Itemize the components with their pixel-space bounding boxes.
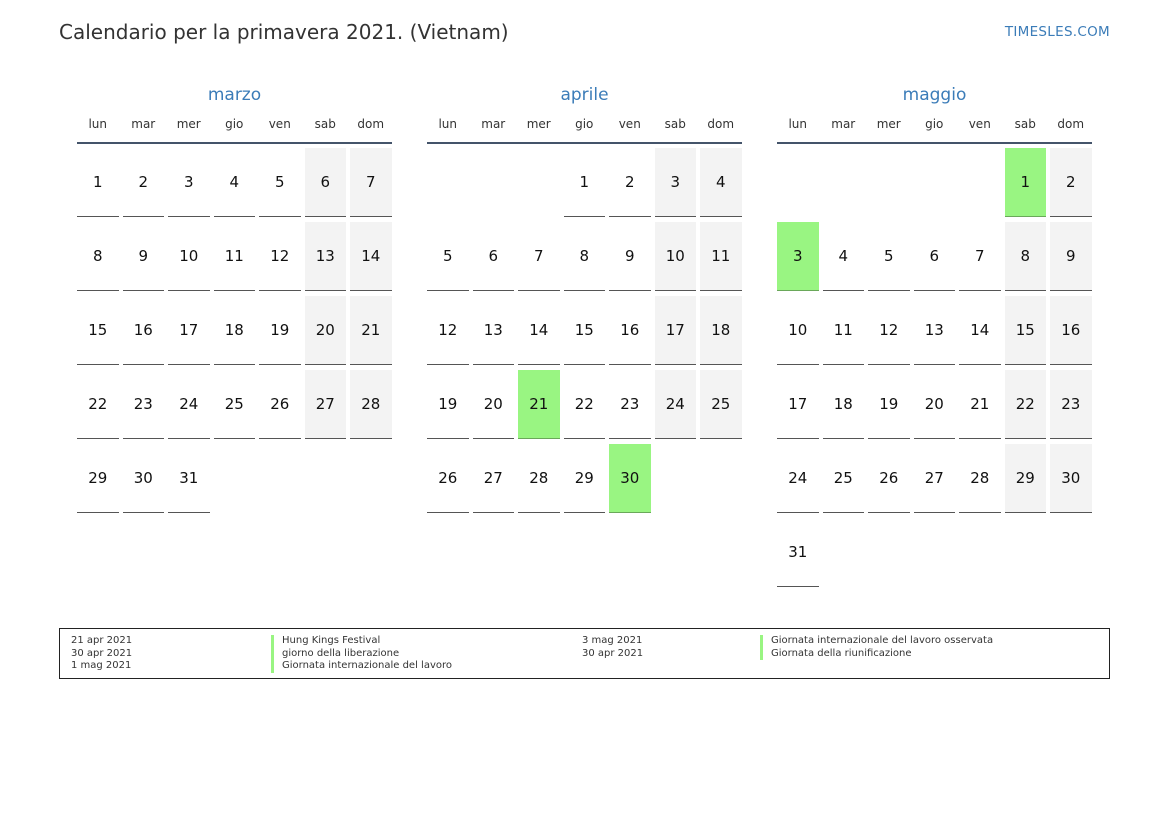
day-cell[interactable]: 21	[959, 370, 1001, 439]
day-cell[interactable]: 10	[777, 296, 819, 365]
day-cell[interactable]: 29	[564, 444, 606, 513]
day-cell[interactable]: 29	[77, 444, 119, 513]
day-cell[interactable]: 15	[564, 296, 606, 365]
day-cell[interactable]: 2	[123, 148, 165, 217]
weekday-label: ven	[968, 117, 991, 131]
day-cell[interactable]: 20	[473, 370, 515, 439]
weekday-label: mer	[176, 117, 201, 131]
month-name: aprile	[560, 85, 609, 105]
empty-cell	[823, 148, 865, 216]
day-cell[interactable]: 4	[700, 148, 742, 217]
weekday-label: mar	[481, 117, 506, 131]
day-cell[interactable]: 17	[777, 370, 819, 439]
legend-dates-right	[582, 635, 643, 660]
weekday-label: gio	[225, 117, 244, 131]
day-cell[interactable]: 22	[1005, 370, 1047, 439]
day-cell[interactable]: 21	[350, 296, 392, 365]
day-cell[interactable]: 7	[518, 222, 560, 291]
weekday-label: dom	[1057, 117, 1085, 131]
day-cell[interactable]: 7	[959, 222, 1001, 291]
day-cell[interactable]: 23	[1050, 370, 1092, 439]
weekday-label: sab	[664, 117, 686, 131]
day-cell[interactable]: 20	[305, 296, 347, 365]
legend-date: 30 apr 2021	[71, 647, 133, 659]
day-cell[interactable]: 5	[868, 222, 910, 291]
day-cell[interactable]: 27	[914, 444, 956, 513]
day-cell[interactable]: 5	[427, 222, 469, 291]
day-grid	[77, 148, 392, 513]
legend-date: 3 mag 2021	[582, 635, 643, 646]
day-cell[interactable]: 19	[259, 296, 301, 365]
holiday-day-cell[interactable]: 3	[777, 222, 819, 291]
empty-cell	[473, 148, 515, 216]
day-cell[interactable]: 16	[1050, 296, 1092, 365]
day-cell[interactable]: 6	[473, 222, 515, 291]
empty-cell	[518, 148, 560, 216]
day-cell[interactable]: 11	[214, 222, 256, 291]
day-cell[interactable]: 23	[609, 370, 651, 439]
day-cell[interactable]: 20	[914, 370, 956, 439]
day-cell[interactable]: 6	[914, 222, 956, 291]
weekday-label: gio	[575, 117, 594, 131]
weekday-header	[777, 116, 1092, 144]
day-cell[interactable]: 1	[564, 148, 606, 217]
day-cell[interactable]: 15	[1005, 296, 1047, 365]
weekday-label: dom	[357, 117, 385, 131]
day-cell[interactable]: 13	[305, 222, 347, 291]
day-cell[interactable]: 12	[259, 222, 301, 291]
empty-cell	[914, 148, 956, 216]
day-cell[interactable]: 26	[427, 444, 469, 513]
day-cell[interactable]: 12	[427, 296, 469, 365]
legend-dates-left	[71, 635, 132, 673]
day-cell[interactable]: 4	[214, 148, 256, 217]
holiday-legend	[59, 628, 1110, 679]
day-cell[interactable]: 27	[305, 370, 347, 439]
day-cell[interactable]: 9	[609, 222, 651, 291]
weekday-label: ven	[618, 117, 641, 131]
day-cell[interactable]: 10	[655, 222, 697, 291]
day-cell[interactable]: 2	[1050, 148, 1092, 217]
legend-holiday-name: giorno della liberazione	[271, 648, 452, 661]
day-cell[interactable]: 24	[655, 370, 697, 439]
legend-holiday-name: Hung Kings Festival	[271, 635, 452, 648]
day-cell[interactable]: 11	[700, 222, 742, 291]
holiday-day-cell[interactable]: 21	[518, 370, 560, 439]
day-cell[interactable]: 18	[214, 296, 256, 365]
day-cell[interactable]: 3	[655, 148, 697, 217]
day-cell[interactable]: 12	[868, 296, 910, 365]
day-cell[interactable]: 30	[1050, 444, 1092, 513]
weekday-label: ven	[268, 117, 291, 131]
weekday-header	[77, 116, 392, 144]
weekday-label: mer	[526, 117, 551, 131]
month-name: marzo	[207, 85, 262, 105]
day-cell[interactable]: 28	[959, 444, 1001, 513]
day-cell[interactable]: 28	[518, 444, 560, 513]
holiday-day-cell[interactable]: 30	[609, 444, 651, 513]
month-march	[77, 84, 392, 513]
month-april	[427, 84, 742, 513]
weekday-label: gio	[925, 117, 944, 131]
legend-holiday-name: Giornata della riunificazione	[760, 648, 993, 661]
day-cell[interactable]: 13	[473, 296, 515, 365]
weekday-label: lun	[788, 117, 808, 131]
day-cell[interactable]: 15	[77, 296, 119, 365]
legend-date: 21 apr 2021	[71, 635, 133, 646]
brand-link[interactable]: TIMESLES.COM	[1004, 24, 1110, 40]
day-cell[interactable]: 16	[123, 296, 165, 365]
legend-holiday-name: Giornata internazionale del lavoro osservata	[760, 635, 993, 648]
weekday-label: lun	[438, 117, 458, 131]
day-cell[interactable]: 25	[700, 370, 742, 439]
legend-names-left	[271, 635, 452, 673]
weekday-label: mer	[876, 117, 901, 131]
page-title: Calendario per la primavera 2021. (Vietnam)	[59, 20, 509, 44]
day-cell[interactable]: 30	[123, 444, 165, 513]
day-cell[interactable]: 13	[914, 296, 956, 365]
day-grid	[427, 148, 742, 513]
day-cell[interactable]: 14	[350, 222, 392, 291]
legend-date: 30 apr 2021	[582, 647, 644, 659]
day-cell[interactable]: 5	[259, 148, 301, 217]
day-cell[interactable]: 19	[427, 370, 469, 439]
day-cell[interactable]: 9	[123, 222, 165, 291]
weekday-header	[427, 116, 742, 144]
day-cell[interactable]: 6	[305, 148, 347, 217]
month-may	[777, 84, 1092, 587]
holiday-day-cell[interactable]: 1	[1005, 148, 1047, 217]
weekday-label: sab	[314, 117, 336, 131]
weekday-label: mar	[131, 117, 156, 131]
day-cell[interactable]: 31	[777, 518, 819, 587]
day-cell[interactable]: 14	[959, 296, 1001, 365]
day-cell[interactable]: 25	[823, 444, 865, 513]
empty-cell	[777, 148, 819, 216]
day-cell[interactable]: 28	[350, 370, 392, 439]
day-cell[interactable]: 31	[168, 444, 210, 513]
day-cell[interactable]: 3	[168, 148, 210, 217]
day-cell[interactable]: 10	[168, 222, 210, 291]
day-cell[interactable]: 8	[77, 222, 119, 291]
day-cell[interactable]: 18	[823, 370, 865, 439]
day-cell[interactable]: 17	[168, 296, 210, 365]
legend-names-right	[760, 635, 993, 660]
day-cell[interactable]: 24	[777, 444, 819, 513]
weekday-label: sab	[1014, 117, 1036, 131]
day-cell[interactable]: 26	[868, 444, 910, 513]
empty-cell	[427, 148, 469, 216]
day-cell[interactable]: 23	[123, 370, 165, 439]
day-cell[interactable]: 8	[1005, 222, 1047, 291]
day-cell[interactable]: 25	[214, 370, 256, 439]
day-cell[interactable]: 22	[564, 370, 606, 439]
day-cell[interactable]: 22	[77, 370, 119, 439]
day-cell[interactable]: 14	[518, 296, 560, 365]
day-cell[interactable]: 24	[168, 370, 210, 439]
day-cell[interactable]: 29	[1005, 444, 1047, 513]
day-cell[interactable]: 11	[823, 296, 865, 365]
day-cell[interactable]: 19	[868, 370, 910, 439]
weekday-label: mar	[831, 117, 856, 131]
month-name: maggio	[902, 85, 967, 105]
day-cell[interactable]: 1	[77, 148, 119, 217]
day-cell[interactable]: 16	[609, 296, 651, 365]
weekday-label: dom	[707, 117, 735, 131]
day-cell[interactable]: 4	[823, 222, 865, 291]
day-cell[interactable]: 27	[473, 444, 515, 513]
legend-holiday-name: Giornata internazionale del lavoro	[271, 660, 452, 673]
day-cell[interactable]: 26	[259, 370, 301, 439]
day-cell[interactable]: 17	[655, 296, 697, 365]
day-cell[interactable]: 8	[564, 222, 606, 291]
empty-cell	[868, 148, 910, 216]
empty-cell	[959, 148, 1001, 216]
day-cell[interactable]: 2	[609, 148, 651, 217]
day-grid	[777, 148, 1092, 587]
day-cell[interactable]: 7	[350, 148, 392, 217]
legend-date: 1 mag 2021	[71, 660, 132, 671]
weekday-label: lun	[88, 117, 108, 131]
day-cell[interactable]: 9	[1050, 222, 1092, 291]
day-cell[interactable]: 18	[700, 296, 742, 365]
